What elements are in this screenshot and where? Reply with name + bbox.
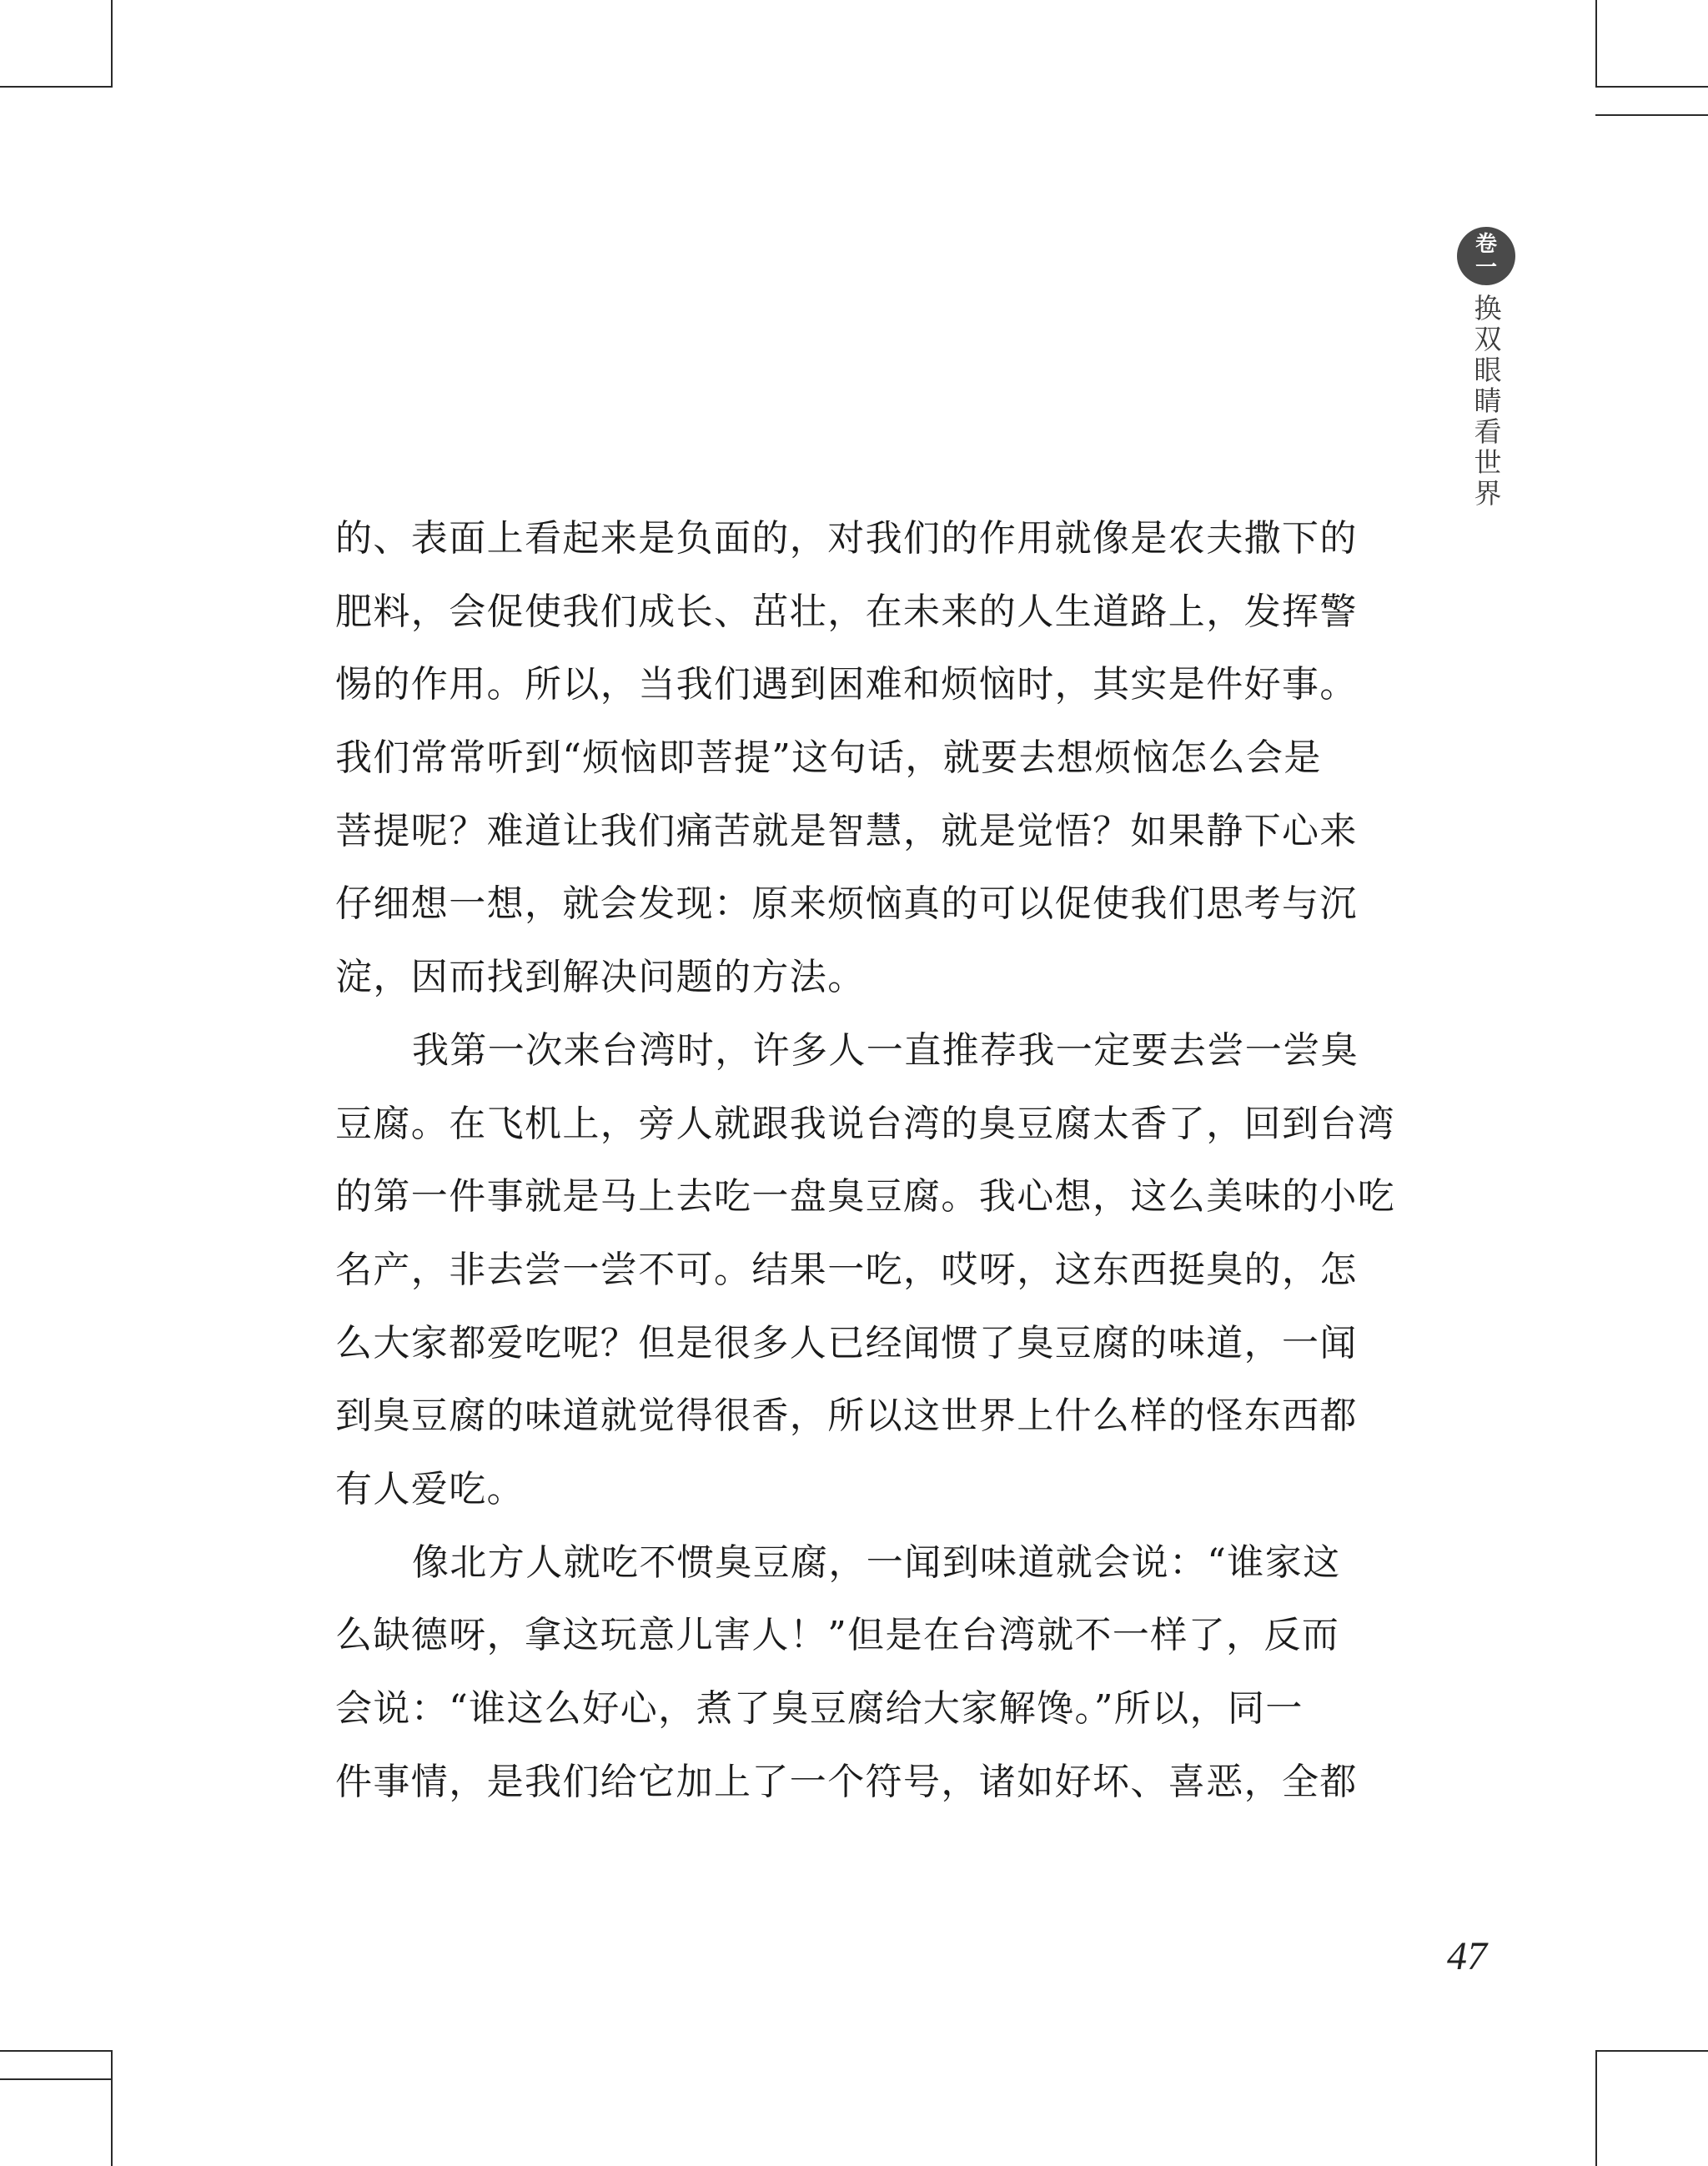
text-line: 菩提呢？难道让我们痛苦就是智慧，就是觉悟？如果静下心来 (335, 809, 1358, 852)
text-line: 我第一次来台湾时，许多人一直推荐我一定要去尝一尝臭 (412, 1028, 1359, 1072)
text-line: 件事情，是我们给它加上了一个符号，诸如好坏、喜恶，全都 (335, 1760, 1358, 1803)
text-line: 像北方人就吃不惯臭豆腐，一闻到味道就会说：“谁家这 (412, 1540, 1341, 1584)
text-line: 惕的作用。所以，当我们遇到困难和烦恼时，其实是件好事。 (335, 663, 1358, 706)
chapter-badge (1457, 227, 1515, 285)
crop-mark (0, 2078, 113, 2080)
text-line: 的、表面上看起来是负面的，对我们的作用就像是农夫撒下的 (335, 517, 1358, 560)
page-number: 47 (1447, 1934, 1487, 1978)
text-line: 豆腐。在飞机上，旁人就跟我说台湾的臭豆腐太香了，回到台湾 (335, 1102, 1396, 1145)
text-line: 会说：“谁这么好心，煮了臭豆腐给大家解馋。”所以，同一 (335, 1687, 1304, 1730)
text-line: 到臭豆腐的味道就觉得很香，所以这世界上什么样的怪东西都 (335, 1395, 1358, 1438)
chapter-badge-line1: 卷 (1474, 232, 1497, 257)
text-line: 我们常常听到“烦恼即菩提”这句话，就要去想烦恼怎么会是 (335, 736, 1322, 780)
text-line: 有人爱吃。 (335, 1467, 525, 1510)
chapter-side-header (1457, 227, 1515, 510)
chapter-title: 换双眼睛看世界 (1469, 294, 1503, 510)
chapter-badge-line2: 一 (1474, 255, 1497, 280)
crop-mark (1595, 114, 1708, 116)
text-line: 的第一件事就是马上去吃一盘臭豆腐。我心想，这么美味的小吃 (335, 1175, 1396, 1219)
text-line: 名产，非去尝一尝不可。结果一吃，哎呀，这东西挺臭的，怎 (335, 1248, 1358, 1291)
crop-mark (0, 86, 113, 88)
text-line: 么大家都爱吃呢？但是很多人已经闻惯了臭豆腐的味道，一闻 (335, 1321, 1358, 1364)
crop-mark (1595, 2050, 1597, 2166)
text-line: 仔细想一想，就会发现：原来烦恼真的可以促使我们思考与沉 (335, 882, 1358, 926)
body-text (335, 502, 1396, 1818)
crop-mark (0, 2050, 113, 2052)
crop-mark (111, 2050, 113, 2166)
text-line: 么缺德呀，拿这玩意儿害人！”但是在台湾就不一样了，反而 (335, 1614, 1340, 1657)
text-line: 淀，因而找到解决问题的方法。 (335, 956, 866, 999)
crop-mark (111, 0, 113, 87)
crop-mark (1595, 2050, 1708, 2052)
crop-mark (1595, 86, 1708, 88)
crop-mark (1595, 0, 1597, 87)
text-line: 肥料，会促使我们成长、茁壮，在未来的人生道路上，发挥警 (335, 590, 1358, 633)
